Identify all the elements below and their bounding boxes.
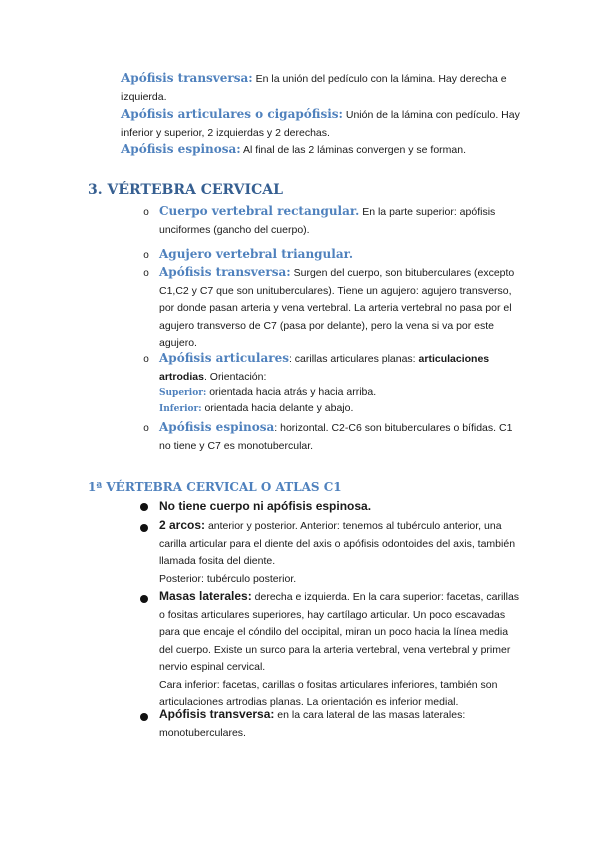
item-extra: Cara inferior: facetas, carillas o fositas articulares inferiores, también son articulaciones artrodias planas. La orientación es inferior medial. xyxy=(159,678,498,708)
sub-text: orientada hacia atrás y hacia arriba. xyxy=(206,386,377,398)
bullet-dot xyxy=(140,595,148,603)
intro-text: Al final de las 2 láminas convergen y se forman. xyxy=(240,144,467,156)
bullet-marker: o xyxy=(143,354,149,365)
list-item xyxy=(159,350,519,386)
item-text: : carillas articulares planas: xyxy=(288,353,419,365)
item-label: Apófisis espinosa xyxy=(159,420,275,434)
bullet-dot xyxy=(140,503,148,511)
item-bold: Apófisis transversa: xyxy=(159,707,275,721)
item-text: derecha e izquierda. En la cara superior: facetas, carillas o fositas articulares superiores, hay cartílago articular. Un poco escavadas para que encaje el cóndilo del occipital, miran un poco hacia la línea media del cuerpo. Existe un surco para la arteria vertebral, vena vertebral y primer nervio espinal cervical. xyxy=(159,591,520,673)
item-text: En la parte superior: apófisis unciformes (gancho del cuerpo). xyxy=(159,206,496,236)
item-text: : horizontal. C2-C6 son bituberculares o bífidas. C1 no tiene y C7 es monotubercular. xyxy=(159,422,513,452)
intro-paragraph-espinosa xyxy=(121,141,521,160)
item-extra: Posterior: tubérculo posterior. xyxy=(159,572,297,585)
sub-label: Superior: xyxy=(159,388,207,398)
intro-text: En la unión del pedículo con la lámina. Hay derecha e izquierda. xyxy=(121,73,507,103)
list-item xyxy=(159,246,519,265)
list-item xyxy=(159,497,519,515)
item-bold: No tiene cuerpo ni apófisis espinosa. xyxy=(159,499,372,513)
sub-label: Inferior: xyxy=(159,404,202,414)
list-item xyxy=(159,419,519,455)
item-text: anterior y posterior. Anterior: tenemos al tubérculo anterior, una carilla articular para el diente del axis o apófisis odontoides del axis, también llamada fosita del diente. xyxy=(159,520,516,567)
item-label: Cuerpo vertebral rectangular. xyxy=(159,204,360,218)
item-bold: articulaciones artrodias xyxy=(159,353,490,383)
intro-label: Apófisis transversa: xyxy=(121,71,253,85)
intro-text: Unión de la lámina con pedículo. Hay inferior y superior, 2 izquierdas y 2 derechas. xyxy=(121,109,520,139)
item-text: en la cara lateral de las masas laterales: monotuberculares. xyxy=(159,709,466,739)
list-item xyxy=(159,264,521,353)
bullet-marker: o xyxy=(143,250,149,261)
list-item xyxy=(159,706,521,742)
section-title-cervical: 3. VÉRTEBRA CERVICAL xyxy=(88,182,283,198)
section-title-atlas: 1ª VÉRTEBRA CERVICAL O ATLAS C1 xyxy=(88,480,342,494)
bullet-dot xyxy=(140,524,148,532)
list-item xyxy=(159,588,521,712)
item-label: Apófisis articulares xyxy=(159,351,289,365)
intro-paragraph-articulares xyxy=(121,106,521,142)
list-item xyxy=(159,517,521,588)
item-label: Apófisis transversa: xyxy=(159,265,291,279)
intro-label: Apófisis espinosa: xyxy=(121,142,241,156)
item-label: Agujero vertebral triangular. xyxy=(159,247,354,261)
bullet-marker: o xyxy=(143,207,149,218)
item-bold: 2 arcos: xyxy=(159,518,206,532)
item-text: Surgen del cuerpo, son bituberculares (excepto C1,C2 y C7 que son unituberculares). Tiene un agujero: agujero transverso, por donde pasan arteria y vena vertebral. La arteria vertebral no pasa por el agujero transverso de C7 (pasa por delante), pero la vena si va por este agujero. xyxy=(159,267,515,349)
bullet-marker: o xyxy=(143,423,149,434)
sub-item-inferior xyxy=(159,400,519,419)
sub-text: orientada hacia delante y abajo. xyxy=(201,402,354,414)
intro-paragraph-transversa xyxy=(121,70,521,106)
bullet-dot xyxy=(140,713,148,721)
item-bold: Masas laterales: xyxy=(159,589,252,603)
list-item xyxy=(159,203,519,239)
item-text: . Orientación: xyxy=(203,370,267,383)
intro-label: Apófisis articulares o cigapófisis: xyxy=(121,107,343,121)
bullet-marker: o xyxy=(143,268,149,279)
